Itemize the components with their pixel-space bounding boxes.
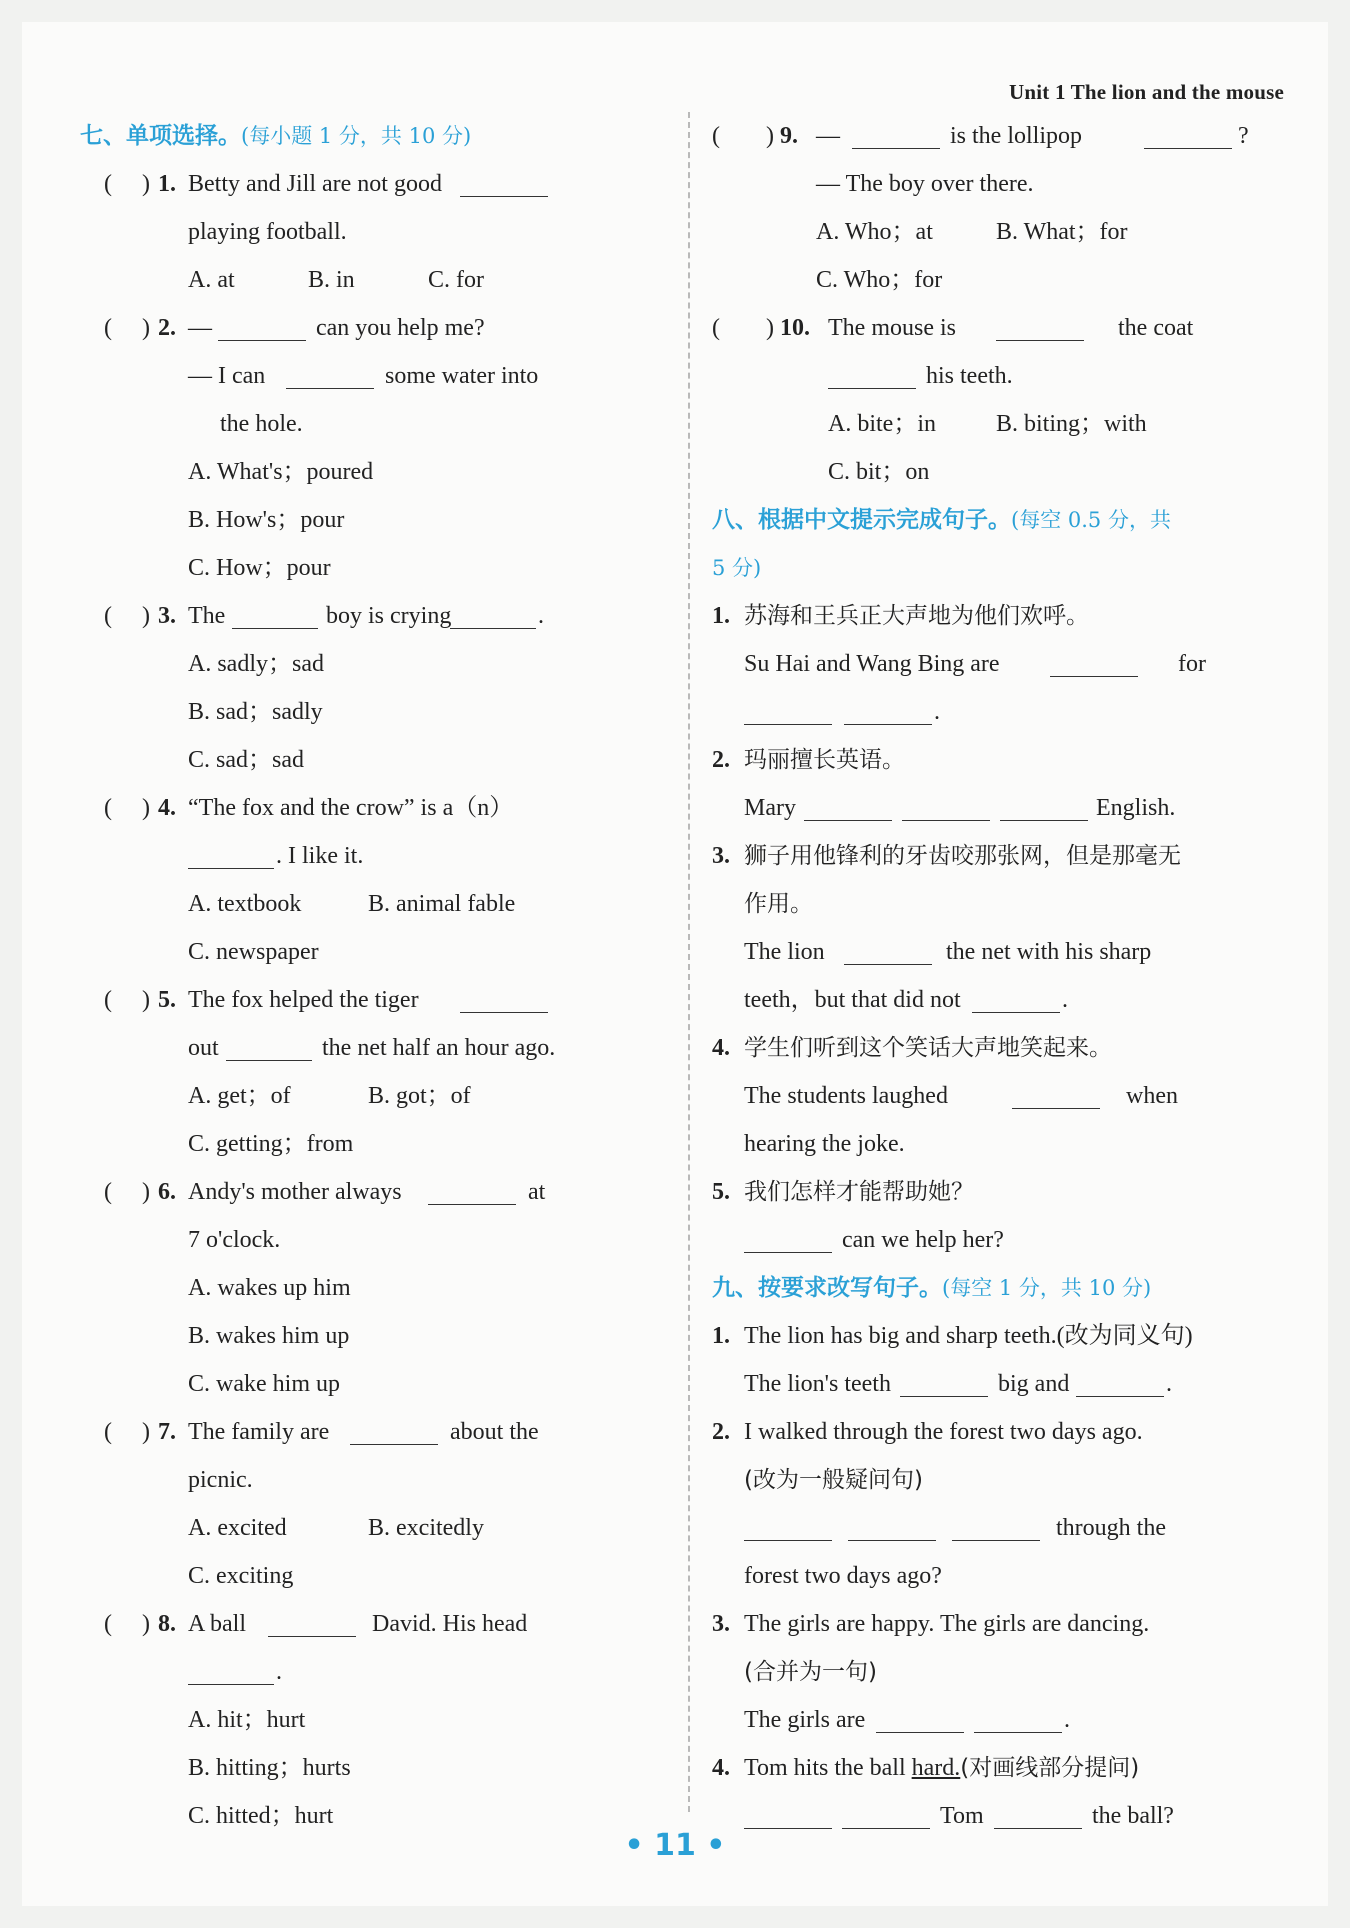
- answer-blank[interactable]: [842, 1798, 930, 1829]
- answer-paren-close: ): [142, 315, 150, 341]
- answer-blank[interactable]: [1012, 1078, 1100, 1109]
- question-text: . I like it.: [276, 843, 364, 869]
- s8-item-2-answer: [692, 784, 1292, 832]
- chinese-prompt: 作用。: [744, 891, 813, 917]
- item-number: 5.: [712, 1179, 730, 1205]
- s9-item-2-cont: [692, 1456, 1292, 1504]
- item-number: 2.: [712, 1419, 730, 1445]
- question-text: the coat: [1118, 315, 1194, 341]
- option-text: C. wake him up: [188, 1371, 340, 1397]
- question-text: —: [188, 315, 212, 341]
- answer-blank[interactable]: [996, 310, 1084, 341]
- sentence-text: Su Hai and Wang Bing are: [744, 651, 1000, 677]
- s8-item-2: [692, 736, 1292, 784]
- section-points: 5 分): [712, 556, 762, 580]
- option-b[interactable]: [80, 688, 670, 736]
- question-6-cont: [80, 1216, 670, 1264]
- option-a[interactable]: A. textbook: [188, 891, 302, 917]
- answer-paren-open: (: [712, 315, 720, 341]
- option-text: A. wakes up him: [188, 1275, 351, 1301]
- option-text: C. hitted；hurt: [188, 1803, 334, 1829]
- option-c[interactable]: [80, 928, 670, 976]
- question-number: 7.: [158, 1419, 176, 1445]
- option-c[interactable]: [80, 1360, 670, 1408]
- section-points: (每小题 1 分，共 10 分): [241, 124, 472, 148]
- answer-blank[interactable]: [828, 358, 916, 389]
- question-text: can you help me?: [316, 315, 485, 341]
- s8-item-1-answer-cont: [692, 688, 1292, 736]
- item-number: 3.: [712, 843, 730, 869]
- question-text: The mouse is: [828, 315, 956, 341]
- sentence-text: The girls are happy. The girls are dancing.: [744, 1611, 1150, 1637]
- option-b[interactable]: B. got；of: [368, 1083, 471, 1109]
- question-4-options: [80, 880, 670, 928]
- left-column: [80, 112, 670, 1840]
- question-number: 1.: [158, 171, 176, 197]
- s8-item-1-answer: [692, 640, 1292, 688]
- option-text: C. getting；from: [188, 1131, 354, 1157]
- question-2: [80, 304, 670, 352]
- answer-blank[interactable]: [848, 1510, 936, 1541]
- sentence-text: The lion has big and sharp teeth.(改为同义句): [744, 1323, 1193, 1349]
- question-text: picnic.: [188, 1467, 253, 1493]
- sentence-text: The lion's teeth: [744, 1371, 891, 1397]
- option-text: A. sadly；sad: [188, 651, 324, 677]
- sentence-text: The girls are: [744, 1707, 866, 1733]
- question-text: “The fox and the crow” is a（n）: [188, 795, 514, 821]
- answer-paren-open: (: [104, 987, 112, 1013]
- answer-blank[interactable]: [952, 1510, 1040, 1541]
- question-text: his teeth.: [926, 363, 1013, 389]
- answer-paren-close: ): [766, 123, 774, 149]
- question-number: 6.: [158, 1179, 176, 1205]
- chinese-prompt: 学生们听到这个笑话大声地笑起来。: [744, 1035, 1112, 1061]
- question-text: about the: [450, 1419, 539, 1445]
- question-number: 10.: [780, 315, 810, 341]
- answer-paren-close: ): [142, 987, 150, 1013]
- s8-item-1: [692, 592, 1292, 640]
- question-number: 4.: [158, 795, 176, 821]
- option-b[interactable]: B. excitedly: [368, 1515, 484, 1541]
- section-title-text: 八、根据中文提示完成句子。: [712, 507, 1011, 533]
- s8-item-3-answer-cont: [692, 976, 1292, 1024]
- sentence-text: English.: [1096, 795, 1176, 821]
- s8-item-4-answer: [692, 1072, 1292, 1120]
- question-text: —: [816, 123, 840, 149]
- s9-item-2-answer: [692, 1504, 1292, 1552]
- option-b[interactable]: [80, 496, 670, 544]
- question-text: .: [538, 603, 544, 629]
- answer-paren-close: ): [142, 1611, 150, 1637]
- instruction-text: (对画线部分提问): [960, 1755, 1140, 1781]
- question-number: 9.: [780, 123, 798, 149]
- chinese-prompt: 苏海和王兵正大声地为他们欢呼。: [744, 603, 1089, 629]
- answer-blank[interactable]: [350, 1414, 438, 1445]
- answer-blank[interactable]: [450, 598, 536, 629]
- answer-paren-close: ): [766, 315, 774, 341]
- option-a[interactable]: A. get；of: [188, 1083, 291, 1109]
- s8-item-4-answer-cont: [692, 1120, 1292, 1168]
- answer-paren-open: (: [104, 1419, 112, 1445]
- option-text: A. What's；poured: [188, 459, 374, 485]
- question-1-options: [80, 256, 670, 304]
- answer-blank[interactable]: [1144, 118, 1232, 149]
- question-10-options: [692, 400, 1292, 448]
- option-c[interactable]: [80, 1552, 670, 1600]
- question-4: [80, 784, 670, 832]
- question-8: [80, 1600, 670, 1648]
- answer-paren-close: ): [142, 795, 150, 821]
- unit-header: Unit 1 The lion and the mouse: [1009, 80, 1284, 104]
- s8-item-3-cont: [692, 880, 1292, 928]
- option-text: C. bit；on: [828, 459, 930, 485]
- question-10-cont: [692, 352, 1292, 400]
- question-1: [80, 160, 670, 208]
- s9-item-3: [692, 1600, 1292, 1648]
- answer-paren-close: ): [142, 603, 150, 629]
- question-6: [80, 1168, 670, 1216]
- section-8-title: [692, 496, 1292, 544]
- option-text: B. sad；sadly: [188, 699, 323, 725]
- question-text: 7 o'clock.: [188, 1227, 281, 1253]
- option-c[interactable]: [692, 448, 1292, 496]
- s9-item-3-cont: [692, 1648, 1292, 1696]
- sentence-text: .: [1062, 987, 1068, 1013]
- answer-paren-close: ): [142, 171, 150, 197]
- sentence-text: the net with his sharp: [946, 939, 1152, 965]
- answer-paren-close: ): [142, 1179, 150, 1205]
- sentence-text: big and: [998, 1371, 1070, 1397]
- section-title-line: [712, 496, 1171, 544]
- s8-item-3-answer: [692, 928, 1292, 976]
- option-b[interactable]: B. biting；with: [996, 411, 1147, 437]
- option-c[interactable]: C. for: [428, 267, 484, 293]
- section-points: (每空 0.5 分，共: [1011, 508, 1171, 532]
- option-c[interactable]: [692, 256, 1292, 304]
- page-number: • 11 •: [624, 1828, 726, 1863]
- question-text: — I can: [188, 363, 266, 389]
- answer-blank[interactable]: [844, 934, 932, 965]
- sentence-text: through the: [1056, 1515, 1166, 1541]
- question-9-cont: [692, 160, 1292, 208]
- question-7-options: [80, 1504, 670, 1552]
- question-text: the net half an hour ago.: [322, 1035, 556, 1061]
- question-text: The family are: [188, 1419, 330, 1445]
- answer-paren-open: (: [712, 123, 720, 149]
- question-text: Betty and Jill are not good: [188, 171, 442, 197]
- answer-blank[interactable]: [974, 1702, 1062, 1733]
- question-text: A ball: [188, 1611, 246, 1637]
- option-text: C. exciting: [188, 1563, 294, 1589]
- question-4-cont: [80, 832, 670, 880]
- sentence-text: the ball?: [1092, 1803, 1174, 1829]
- answer-blank[interactable]: [428, 1174, 516, 1205]
- answer-blank[interactable]: [226, 1030, 312, 1061]
- answer-blank[interactable]: [1076, 1366, 1164, 1397]
- option-b[interactable]: [80, 1744, 670, 1792]
- answer-blank[interactable]: [744, 694, 832, 725]
- question-text: The: [188, 603, 226, 629]
- question-number: 5.: [158, 987, 176, 1013]
- option-c[interactable]: [80, 736, 670, 784]
- sentence-text: teeth，but that did not: [744, 987, 961, 1013]
- answer-blank[interactable]: [188, 838, 274, 869]
- answer-blank[interactable]: [460, 982, 548, 1013]
- question-2-cont: [80, 352, 670, 400]
- answer-blank[interactable]: [218, 310, 306, 341]
- option-a[interactable]: A. excited: [188, 1515, 287, 1541]
- sentence-text: forest two days ago?: [744, 1563, 942, 1589]
- sentence-text: Mary: [744, 795, 796, 821]
- item-number: 3.: [712, 1611, 730, 1637]
- question-text: The fox helped the tiger: [188, 987, 419, 1013]
- answer-blank[interactable]: [804, 790, 892, 821]
- question-number: 8.: [158, 1611, 176, 1637]
- question-5: [80, 976, 670, 1024]
- option-c[interactable]: [80, 544, 670, 592]
- sentence-text: for: [1178, 651, 1206, 677]
- question-text: the hole.: [220, 411, 303, 437]
- item-number: 4.: [712, 1755, 730, 1781]
- section-title-text: 七、单项选择。: [80, 123, 241, 149]
- s9-item-2-answer-cont: [692, 1552, 1292, 1600]
- option-a[interactable]: [80, 1264, 670, 1312]
- answer-blank[interactable]: [902, 790, 990, 821]
- answer-blank[interactable]: [744, 1510, 832, 1541]
- item-number: 1.: [712, 1323, 730, 1349]
- answer-paren-open: (: [104, 315, 112, 341]
- item-number: 4.: [712, 1035, 730, 1061]
- answer-blank[interactable]: [268, 1606, 356, 1637]
- section-8-title-cont: [692, 544, 1292, 592]
- question-text: ?: [1238, 123, 1249, 149]
- option-a[interactable]: [80, 448, 670, 496]
- s9-item-4: [692, 1744, 1292, 1792]
- s9-item-2: [692, 1408, 1292, 1456]
- answer-blank[interactable]: [994, 1798, 1082, 1829]
- question-5-options: [80, 1072, 670, 1120]
- option-text: B. How's；pour: [188, 507, 345, 533]
- answer-paren-open: (: [104, 171, 112, 197]
- option-b[interactable]: B. What；for: [996, 219, 1128, 245]
- question-text: Andy's mother always: [188, 1179, 402, 1205]
- sentence-text: hearing the joke.: [744, 1131, 905, 1157]
- s9-item-1-answer: [692, 1360, 1292, 1408]
- question-3: [80, 592, 670, 640]
- instruction-text: (合并为一句): [744, 1659, 877, 1685]
- answer-blank[interactable]: [188, 1654, 274, 1685]
- question-text: at: [528, 1179, 546, 1205]
- answer-blank[interactable]: [460, 166, 548, 197]
- section-7-title: [80, 112, 670, 160]
- answer-blank[interactable]: [1000, 790, 1088, 821]
- column-divider: [688, 112, 690, 1812]
- option-a[interactable]: A. at: [188, 267, 235, 293]
- question-number: 3.: [158, 603, 176, 629]
- underlined-word: hard.: [911, 1755, 961, 1781]
- answer-blank[interactable]: [844, 694, 932, 725]
- option-text: B. wakes him up: [188, 1323, 350, 1349]
- question-text: David. His head: [372, 1611, 528, 1637]
- answer-paren-open: (: [104, 1179, 112, 1205]
- sentence-text: .: [1064, 1707, 1070, 1733]
- question-5-cont: [80, 1024, 670, 1072]
- answer-blank[interactable]: [1050, 646, 1138, 677]
- answer-blank[interactable]: [876, 1702, 964, 1733]
- question-number: 2.: [158, 315, 176, 341]
- option-text: B. hitting；hurts: [188, 1755, 351, 1781]
- question-2-cont: [80, 400, 670, 448]
- option-b[interactable]: [80, 1312, 670, 1360]
- option-a[interactable]: [80, 1696, 670, 1744]
- section-title-line: [712, 1264, 1151, 1312]
- option-b[interactable]: B. animal fable: [368, 891, 516, 917]
- option-a[interactable]: A. bite；in: [828, 411, 936, 437]
- right-column: [692, 112, 1292, 1840]
- s8-item-5-answer: [692, 1216, 1292, 1264]
- question-7-cont: [80, 1456, 670, 1504]
- answer-blank[interactable]: [744, 1798, 832, 1829]
- answer-blank[interactable]: [972, 982, 1060, 1013]
- question-9-options: [692, 208, 1292, 256]
- option-a[interactable]: A. Who；at: [816, 219, 933, 245]
- question-text: is the lollipop: [950, 123, 1082, 149]
- sentence-text: The lion: [744, 939, 825, 965]
- answer-paren-open: (: [104, 603, 112, 629]
- s8-item-3: [692, 832, 1292, 880]
- option-text: C. sad；sad: [188, 747, 304, 773]
- sentence-text: .: [934, 699, 940, 725]
- question-9: [692, 112, 1292, 160]
- answer-paren-close: ): [142, 1419, 150, 1445]
- question-8-cont: [80, 1648, 670, 1696]
- option-c[interactable]: [80, 1120, 670, 1168]
- sentence-text: The students laughed: [744, 1083, 948, 1109]
- item-number: 1.: [712, 603, 730, 629]
- question-text: out: [188, 1035, 219, 1061]
- question-10: [692, 304, 1292, 352]
- section-points: (每空 1 分，共 10 分): [942, 1276, 1152, 1300]
- sentence-text: [744, 1744, 1139, 1792]
- option-a[interactable]: [80, 640, 670, 688]
- question-text: — The boy over there.: [816, 171, 1034, 197]
- option-text: C. Who；for: [816, 267, 943, 293]
- s8-item-4: [692, 1024, 1292, 1072]
- question-1-cont: [80, 208, 670, 256]
- answer-blank[interactable]: [900, 1366, 988, 1397]
- answer-paren-open: (: [104, 795, 112, 821]
- section-9-title: [692, 1264, 1292, 1312]
- s9-item-3-answer: [692, 1696, 1292, 1744]
- question-text: .: [276, 1659, 282, 1685]
- sentence-text: when: [1126, 1083, 1178, 1109]
- answer-paren-open: (: [104, 1611, 112, 1637]
- option-text: C. newspaper: [188, 939, 319, 965]
- sentence-text: can we help her?: [842, 1227, 1004, 1253]
- sentence-text: .: [1166, 1371, 1172, 1397]
- answer-blank[interactable]: [852, 118, 940, 149]
- chinese-prompt: 狮子用他锋利的牙齿咬那张网，但是那毫无: [744, 843, 1181, 869]
- option-b[interactable]: B. in: [308, 267, 355, 293]
- item-number: 2.: [712, 747, 730, 773]
- option-text: A. hit；hurt: [188, 1707, 306, 1733]
- sentence-text-part: Tom hits the ball: [744, 1755, 906, 1781]
- instruction-text: (改为一般疑问句): [744, 1467, 923, 1493]
- answer-blank[interactable]: [286, 358, 374, 389]
- question-text: some water into: [385, 363, 539, 389]
- answer-blank[interactable]: [744, 1222, 832, 1253]
- answer-blank[interactable]: [232, 598, 318, 629]
- question-7: [80, 1408, 670, 1456]
- question-text: boy is crying: [326, 603, 452, 629]
- chinese-prompt: 玛丽擅长英语。: [744, 747, 905, 773]
- section-title-text: 九、按要求改写句子。: [712, 1275, 942, 1301]
- question-text: playing football.: [188, 219, 347, 245]
- s8-item-5: [692, 1168, 1292, 1216]
- option-text: C. How；pour: [188, 555, 331, 581]
- chinese-prompt: 我们怎样才能帮助她？: [744, 1179, 974, 1205]
- sentence-text: I walked through the forest two days ago.: [744, 1419, 1143, 1445]
- s9-item-1: [692, 1312, 1292, 1360]
- sentence-text: Tom: [940, 1803, 984, 1829]
